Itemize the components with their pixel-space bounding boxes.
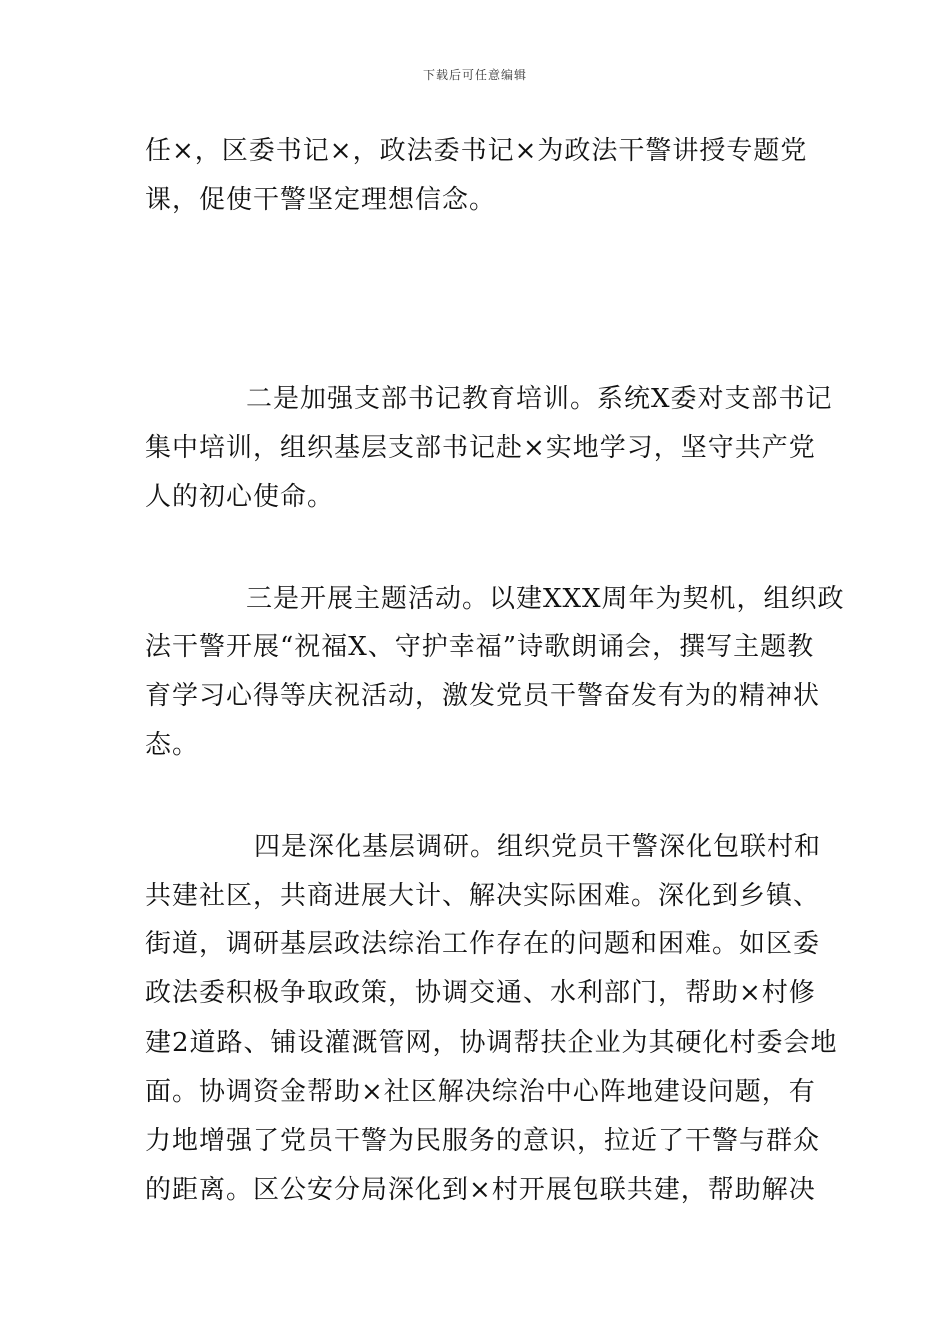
header-note: 下载后可任意编辑: [422, 68, 527, 82]
paragraph-1-line-2: 课，促使干警坚定理想信念。: [145, 185, 497, 215]
paragraph-4-line-3: 街道，调研基层政法综治工作存在的问题和困难。如区委: [145, 929, 821, 959]
paragraph-4-line-2: 共建社区，共商进展大计、解决实际困难。深化到乡镇、: [145, 881, 821, 911]
paragraph-2-line-3: 人的初心使命。: [145, 482, 335, 512]
paragraph-4-line-4: 政法委积极争取政策，协调交通、水利部门，帮助×村修: [145, 978, 816, 1008]
paragraph-3-line-3: 育学习心得等庆祝活动，激发党员干警奋发有为的精神状: [145, 681, 821, 711]
paragraph-3-line-1: 三是开展主题活动。以建XXX周年为契机，组织政: [246, 584, 845, 614]
paragraph-2-line-1: 二是加强支部书记教育培训。系统X委对支部书记: [246, 384, 833, 414]
paragraph-3-line-4: 态。: [145, 730, 200, 760]
paragraph-4-line-7: 力地增强了党员干警为民服务的意识，拉近了干警与群众: [145, 1126, 821, 1156]
paragraph-4-line-1: 四是深化基层调研。组织党员干警深化包联村和: [254, 832, 822, 862]
paragraph-4-line-5: 建2道路、铺设灌溉管网，协调帮扶企业为其硬化村委会地: [145, 1028, 838, 1058]
paragraph-4-line-8: 的距离。区公安分局深化到×村开展包联共建，帮助解决: [145, 1175, 816, 1205]
paragraph-1-line-1: 任×，区委书记×，政法委书记×为政法干警讲授专题党: [145, 136, 808, 166]
paragraph-2-line-2: 集中培训，组织基层支部书记赴×实地学习，坚守共产党: [145, 433, 816, 463]
paragraph-4-line-6: 面。协调资金帮助×社区解决综治中心阵地建设问题，有: [145, 1077, 816, 1107]
paragraph-3-line-2: 法干警开展“祝福X、守护幸福”诗歌朗诵会，撰写主题教: [145, 632, 815, 662]
